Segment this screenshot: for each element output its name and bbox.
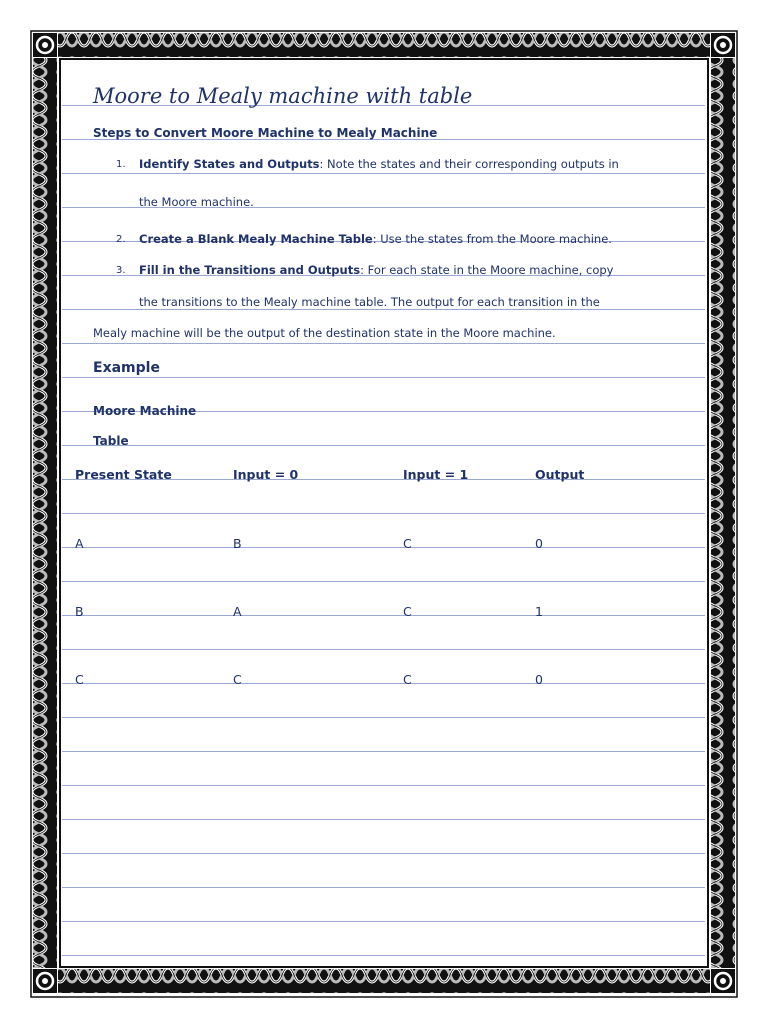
step-text-continued: Mealy machine will be the output of the destination state in the Moore machine. — [93, 326, 556, 340]
table-cell: C — [233, 672, 242, 687]
step-text-continued: the transitions to the Mealy machine table. The output for each transition in the — [139, 295, 600, 309]
table-cell: B — [75, 604, 84, 619]
step-text — [139, 232, 612, 246]
table-header-cell: Input = 0 — [233, 467, 299, 482]
step-number: 3. — [116, 265, 126, 276]
step-text — [139, 157, 619, 171]
step-term: Fill in the Transitions and Outputs — [139, 263, 361, 277]
corner-ornament-icon — [711, 33, 735, 57]
step-text — [139, 263, 613, 277]
table-header-cell: Output — [535, 467, 585, 482]
table-cell: 0 — [535, 536, 543, 551]
step-term: Identify States and Outputs — [139, 157, 320, 171]
table-cell: A — [233, 604, 242, 619]
step-term: Create a Blank Mealy Machine Table — [139, 232, 373, 246]
table-cell: B — [233, 536, 242, 551]
corner-ornament-icon — [33, 33, 57, 57]
table-cell: 1 — [535, 604, 543, 619]
table-header-cell: Present State — [75, 467, 172, 482]
table-cell: 0 — [535, 672, 543, 687]
table-cell: C — [403, 672, 412, 687]
table-cell: C — [403, 536, 412, 551]
table-heading: Table — [93, 434, 129, 448]
moore-machine-heading: Moore Machine — [93, 404, 197, 418]
step-description: : Use the states from the Moore machine. — [372, 232, 612, 246]
section-heading: Steps to Convert Moore Machine to Mealy Machine — [93, 126, 438, 140]
table-cell: C — [75, 672, 84, 687]
step-description: : For each state in the Moore machine, copy — [360, 263, 614, 277]
step-text-continued: the Moore machine. — [139, 195, 254, 209]
table-cell: C — [403, 604, 412, 619]
example-heading: Example — [93, 360, 160, 376]
step-number: 2. — [116, 234, 126, 245]
step-number: 1. — [116, 159, 126, 170]
corner-ornament-icon — [711, 969, 735, 993]
table-cell: A — [75, 536, 84, 551]
step-description: : Note the states and their corresponding outputs in — [319, 157, 619, 171]
page-title: Moore to Mealy machine with table — [93, 84, 473, 108]
table-header-cell: Input = 1 — [403, 467, 469, 482]
corner-ornament-icon — [33, 969, 57, 993]
